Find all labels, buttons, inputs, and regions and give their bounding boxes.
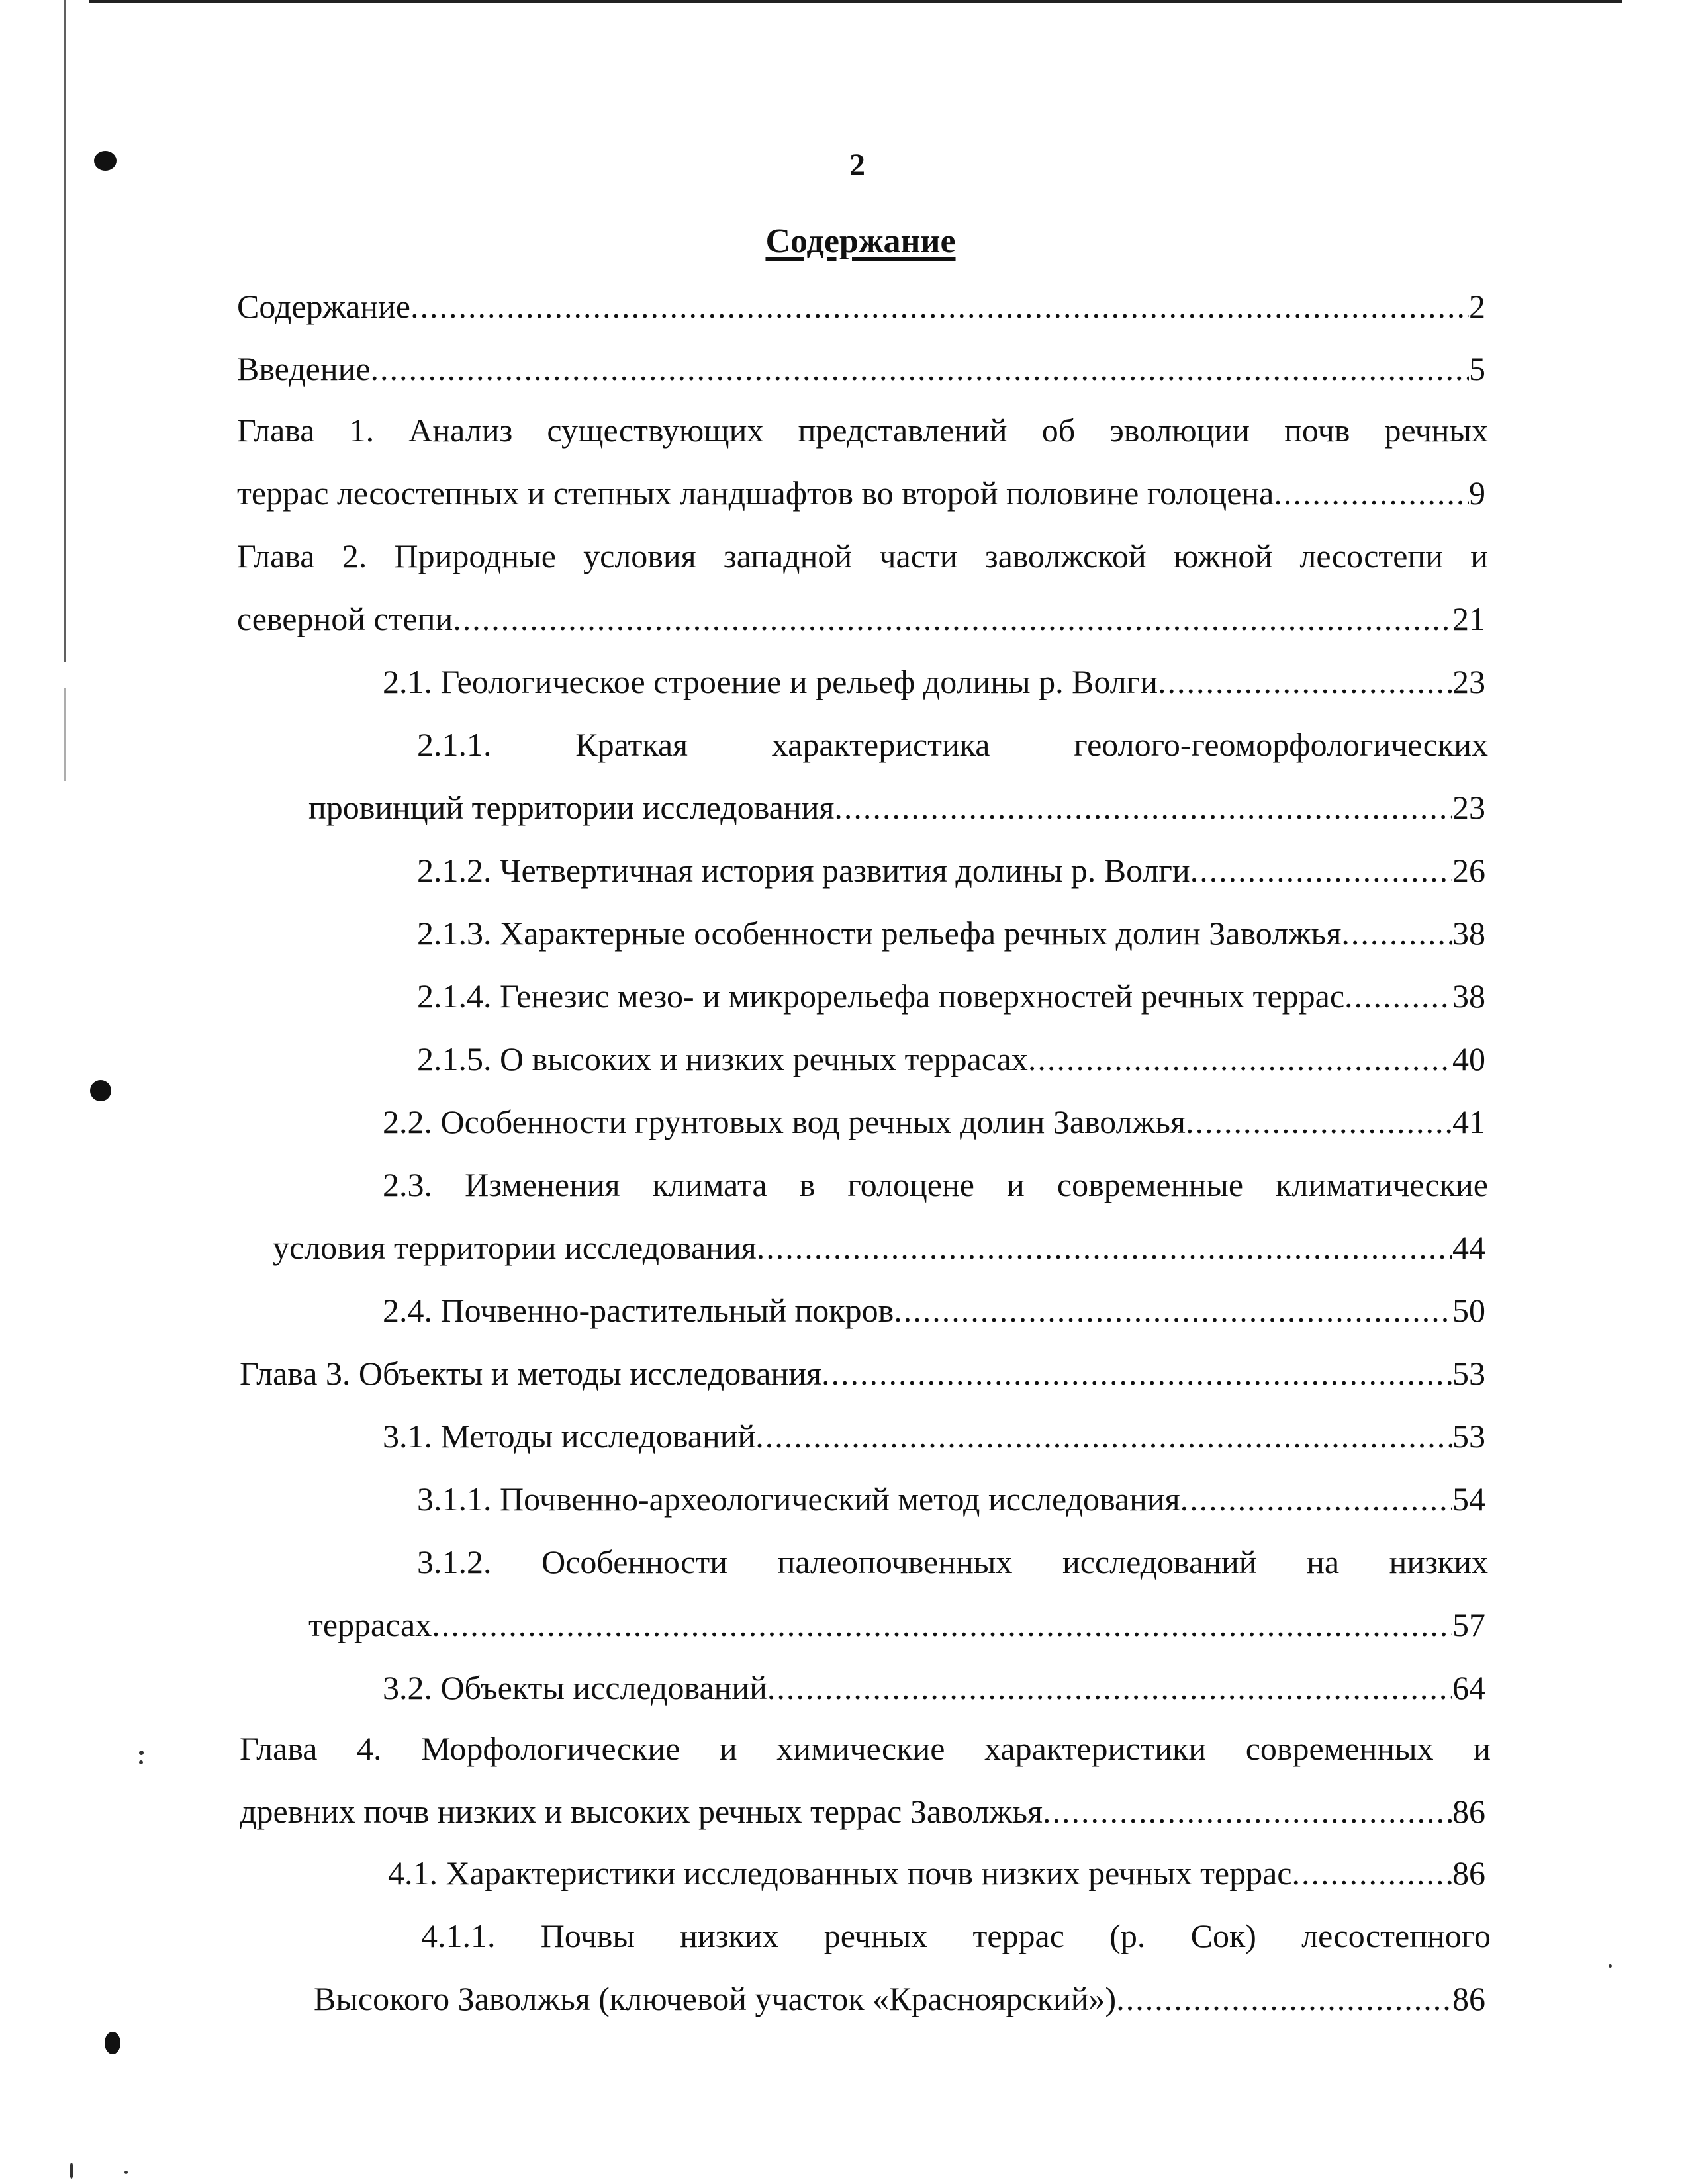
toc-leader-dots — [894, 1291, 1452, 1330]
toc-entry-text: провинций территории исследования — [308, 789, 835, 826]
toc-entry[interactable] — [383, 1291, 1485, 1330]
punch-hole-mark — [90, 1080, 111, 1101]
scan-left-edge-fragment — [64, 688, 66, 781]
toc-leader-dots — [757, 1228, 1452, 1267]
toc-entry[interactable] — [308, 788, 1485, 827]
toc-leader-dots — [1274, 473, 1469, 513]
toc-entry-line1[interactable]: Глава 4. Морфологические и химические характеристики современных и — [240, 1730, 1491, 1767]
toc-entry[interactable] — [417, 913, 1485, 953]
toc-entry-page: 40 — [1452, 1040, 1485, 1077]
toc-entry[interactable] — [237, 349, 1485, 388]
toc-entry-text: Введение — [237, 350, 371, 387]
toc-leader-dots — [1043, 1792, 1452, 1831]
toc-entry[interactable] — [273, 1228, 1485, 1267]
scan-left-edge — [64, 0, 66, 662]
toc-leader-dots — [453, 599, 1452, 639]
toc-entry[interactable] — [417, 976, 1485, 1016]
toc-entry-text: террасах — [308, 1606, 432, 1643]
toc-entry-page: 38 — [1452, 978, 1485, 1015]
toc-entry-page: 2 — [1469, 288, 1485, 325]
toc-leader-dots — [755, 1416, 1452, 1456]
toc-entry-page: 26 — [1452, 852, 1485, 889]
punch-hole-mark — [105, 2032, 120, 2054]
toc-entry[interactable] — [237, 473, 1485, 513]
toc-leader-dots — [1344, 976, 1452, 1016]
toc-entry-text: террас лесостепных и степных ландшафтов во второй половине голоцена — [237, 475, 1274, 512]
punch-hole-mark — [94, 151, 117, 171]
toc-entry[interactable] — [240, 1792, 1485, 1831]
toc-entry[interactable] — [383, 1668, 1485, 1707]
toc-leader-dots — [1158, 662, 1452, 702]
toc-entry-page: 53 — [1452, 1355, 1485, 1392]
toc-leader-dots — [1028, 1039, 1452, 1079]
toc-leader-dots — [1186, 1102, 1452, 1142]
toc-title: Содержание — [765, 222, 956, 260]
toc-entry-page: 50 — [1452, 1292, 1485, 1329]
toc-entry[interactable] — [308, 1605, 1485, 1645]
scan-speck — [70, 2163, 73, 2179]
toc-entry-page: 53 — [1452, 1418, 1485, 1455]
toc-entry-page: 5 — [1469, 350, 1485, 387]
toc-entry-text: 4.1. Характеристики исследованных почв низких речных террас — [388, 1854, 1292, 1891]
toc-entry-line1[interactable]: Глава 1. Анализ существующих представлений об эволюции почв речных — [237, 412, 1488, 449]
toc-entry-text: Глава 3. Объекты и методы исследования — [240, 1355, 821, 1392]
toc-leader-dots — [767, 1668, 1452, 1707]
toc-entry-text: условия территории исследования — [273, 1229, 757, 1266]
toc-leader-dots — [410, 287, 1469, 326]
toc-leader-dots — [1180, 1479, 1452, 1519]
toc-entry-page: 41 — [1452, 1103, 1485, 1140]
toc-entry-line1[interactable]: 2.1.1. Краткая характеристика геолого-геоморфологических — [417, 726, 1488, 763]
toc-leader-dots — [1116, 1979, 1452, 2019]
toc-leader-dots — [834, 788, 1452, 827]
scan-speck — [1609, 1964, 1612, 1968]
toc-entry-page: 44 — [1452, 1229, 1485, 1266]
toc-entry-line1[interactable]: Глава 2. Природные условия западной части заволжской южной лесостепи и — [237, 537, 1488, 574]
toc-entry-page: 21 — [1452, 600, 1485, 637]
toc-entry-text: 2.1.2. Четвертичная история развития долины р. Волги — [417, 852, 1190, 889]
toc-entry[interactable] — [383, 1416, 1485, 1456]
toc-entry-text: древних почв низких и высоких речных террас Заволжья — [240, 1793, 1043, 1830]
toc-leader-dots — [1341, 913, 1452, 953]
toc-entry-page: 86 — [1452, 1793, 1485, 1830]
scan-top-edge — [89, 0, 1622, 3]
toc-entry-text: 2.1.4. Генезис мезо- и микрорельефа поверхностей речных террас — [417, 978, 1345, 1015]
toc-entry-text: Содержание — [237, 288, 410, 325]
toc-entry[interactable] — [237, 287, 1485, 326]
page-number: 2 — [849, 148, 865, 183]
toc-entry[interactable] — [417, 1039, 1485, 1079]
toc-entry-text: 2.2. Особенности грунтовых вод речных долин Заволжья — [383, 1103, 1186, 1140]
toc-entry[interactable] — [417, 850, 1485, 890]
scan-speck — [139, 1760, 143, 1764]
toc-entry-text: Высокого Заволжья (ключевой участок «Красноярский») — [314, 1980, 1117, 2017]
toc-entry-page: 9 — [1469, 475, 1485, 512]
toc-entry[interactable] — [388, 1853, 1485, 1893]
toc-entry-page: 54 — [1452, 1480, 1485, 1518]
toc-entry-text: северной степи — [237, 600, 453, 637]
toc-entry[interactable] — [383, 1102, 1485, 1142]
scan-speck — [139, 1751, 144, 1755]
toc-entry-text: 2.1.3. Характерные особенности рельефа речных долин Заволжья — [417, 915, 1342, 952]
toc-entry[interactable] — [240, 1353, 1485, 1393]
toc-entry-line1[interactable]: 4.1.1. Почвы низких речных террас (р. Сок) лесостепного — [421, 1917, 1491, 1954]
toc-entry[interactable] — [314, 1979, 1485, 2019]
toc-entry-line1[interactable]: 3.1.2. Особенности палеопочвенных исследований на низких — [417, 1543, 1488, 1580]
toc-entry[interactable] — [417, 1479, 1485, 1519]
toc-leader-dots — [1292, 1853, 1452, 1893]
toc-entry-text: 2.4. Почвенно-растительный покров — [383, 1292, 894, 1329]
toc-entry-text: 2.1. Геологическое строение и рельеф долины р. Волги — [383, 663, 1158, 700]
toc-entry-page: 23 — [1452, 789, 1485, 826]
toc-entry-text: 3.1.1. Почвенно-археологический метод исследования — [417, 1480, 1180, 1518]
scan-speck — [124, 2171, 128, 2174]
toc-leader-dots — [1190, 850, 1452, 890]
toc-entry-page: 57 — [1452, 1606, 1485, 1643]
toc-entry-page: 38 — [1452, 915, 1485, 952]
toc-entry-line1[interactable]: 2.3. Изменения климата в голоцене и современные климатические — [383, 1166, 1488, 1203]
toc-entry-page: 23 — [1452, 663, 1485, 700]
toc-leader-dots — [371, 349, 1469, 388]
toc-entry-page: 86 — [1452, 1854, 1485, 1891]
toc-entry-text: 2.1.5. О высоких и низких речных террасах — [417, 1040, 1028, 1077]
toc-entry-text: 3.1. Методы исследований — [383, 1418, 756, 1455]
toc-entry[interactable] — [237, 599, 1485, 639]
toc-entry-text: 3.2. Объекты исследований — [383, 1669, 767, 1706]
toc-leader-dots — [821, 1353, 1452, 1393]
toc-entry-page: 64 — [1452, 1669, 1485, 1706]
toc-entry-page: 86 — [1452, 1980, 1485, 2017]
toc-leader-dots — [432, 1605, 1452, 1645]
toc-entry[interactable] — [383, 662, 1485, 702]
